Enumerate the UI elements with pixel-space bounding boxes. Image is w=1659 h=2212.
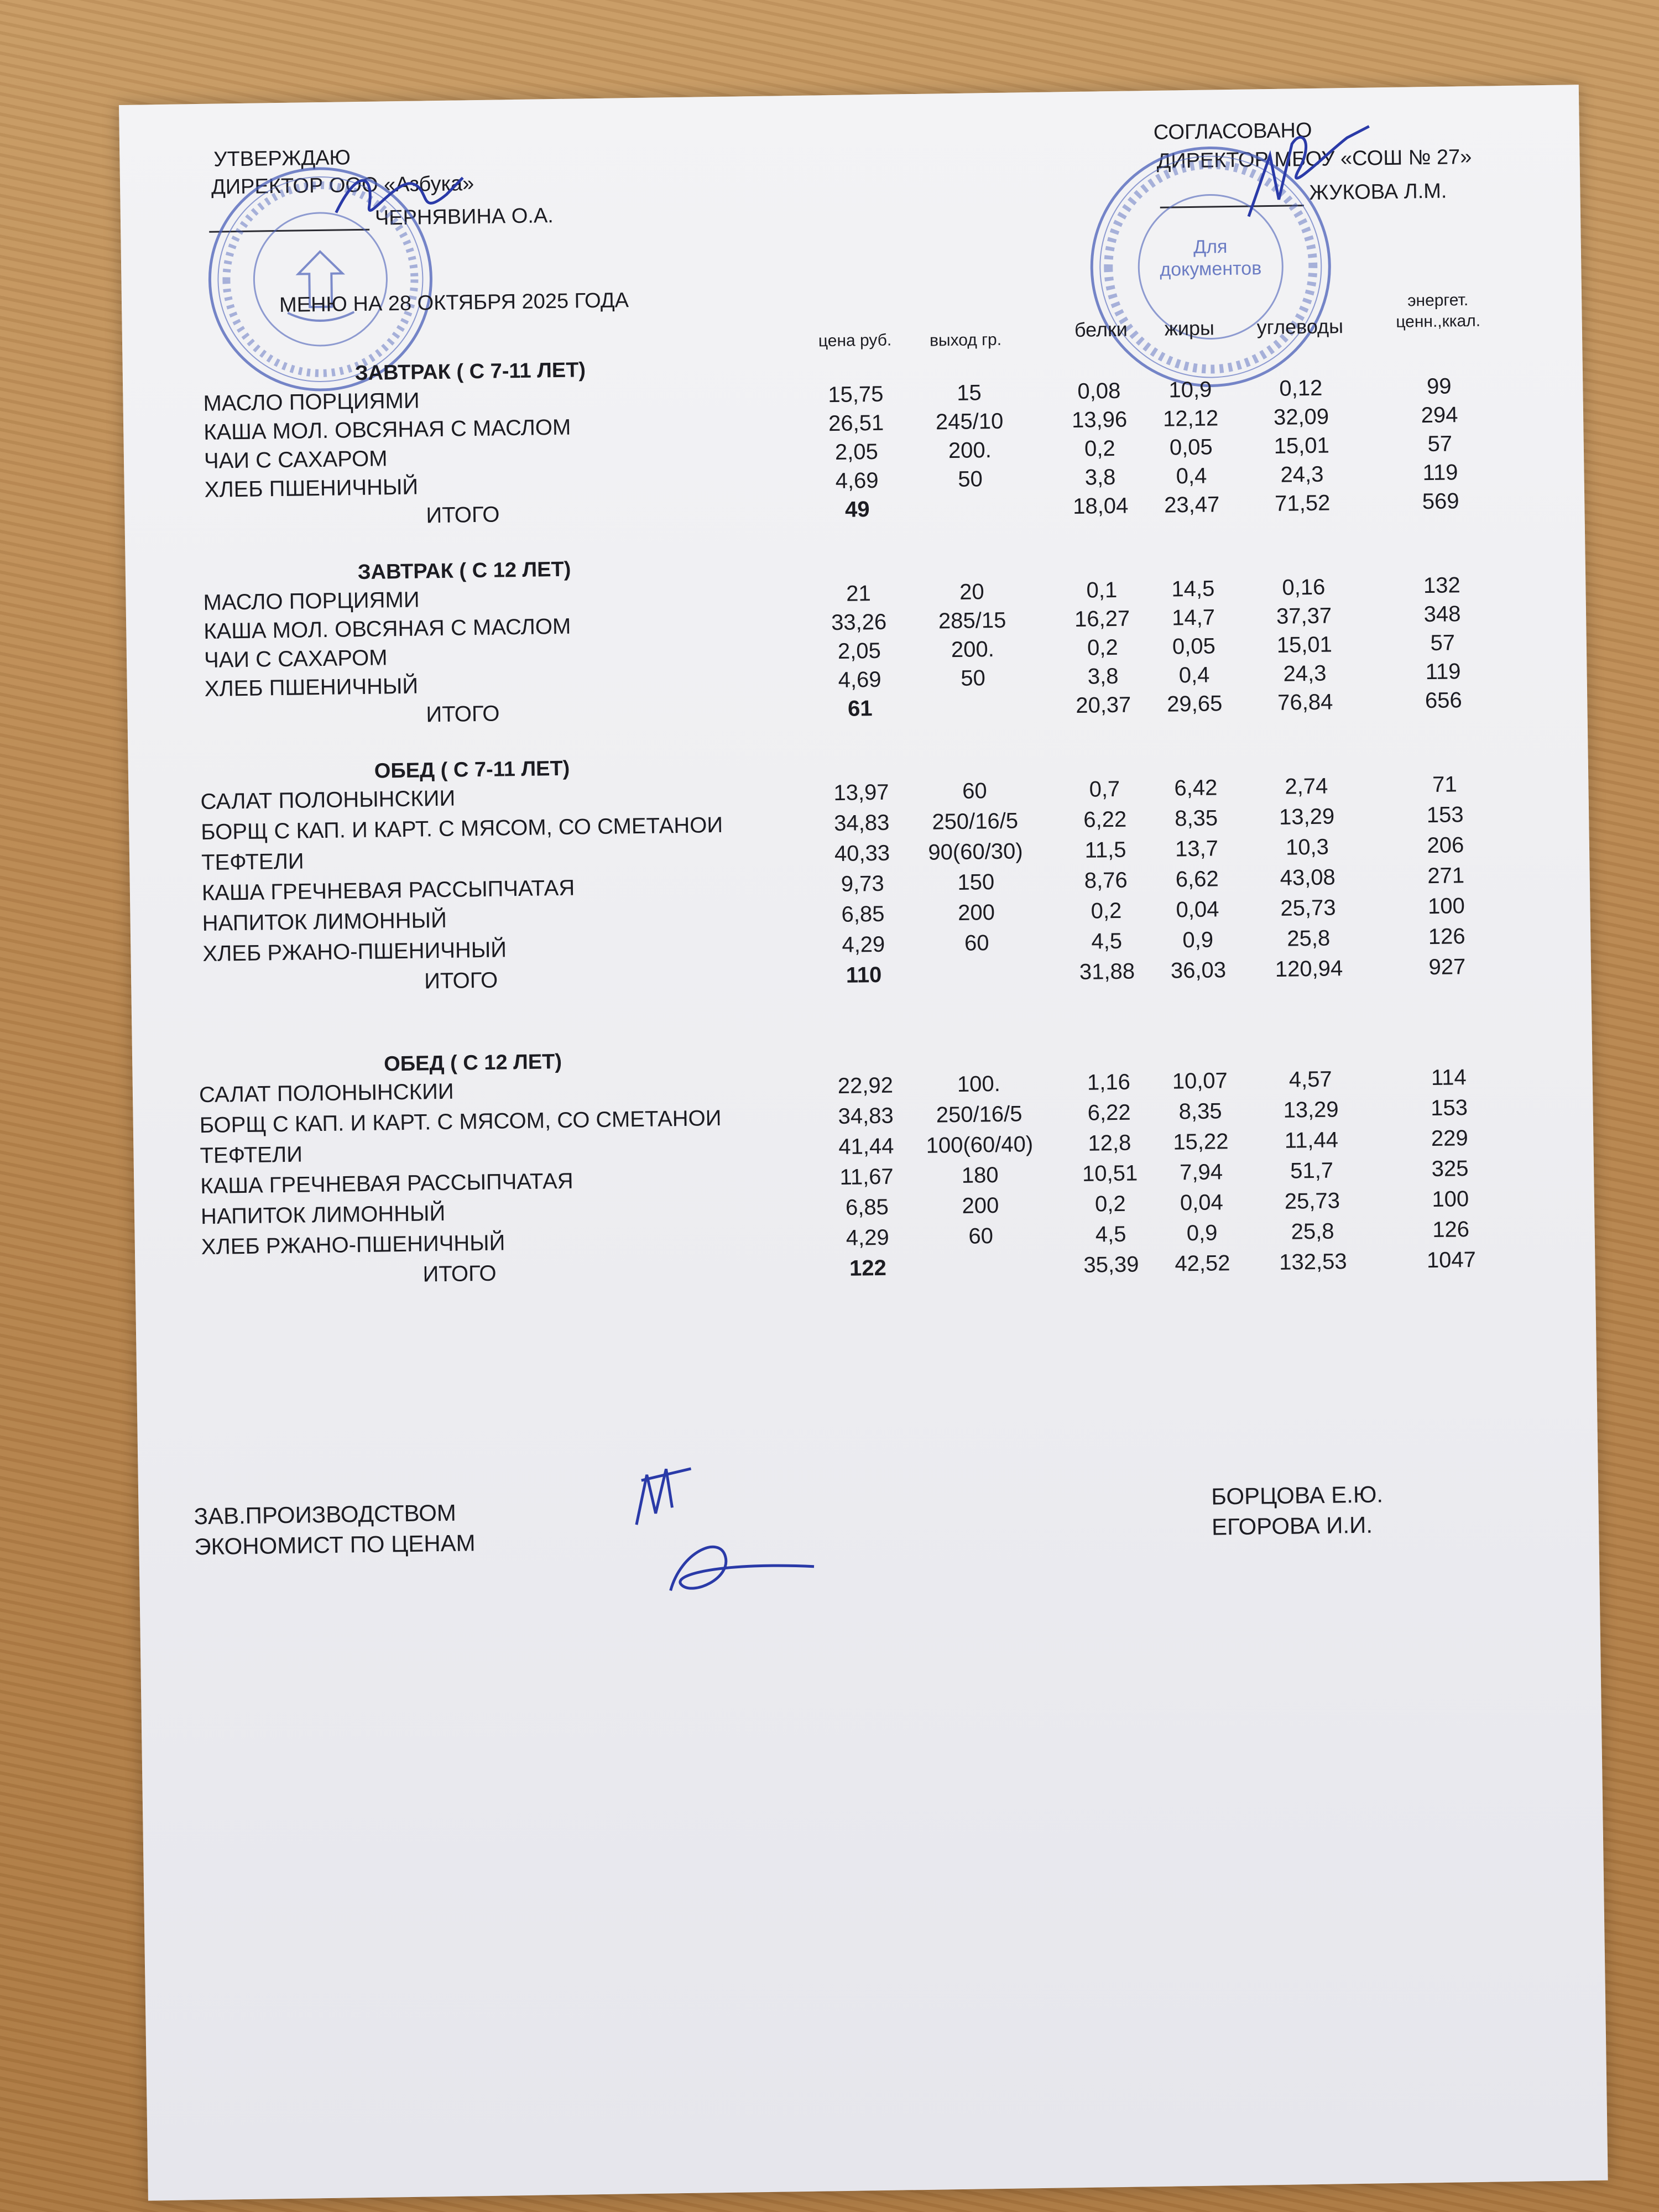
cell-carbs: 2,74 [1285,774,1328,799]
cell-carbs: 25,8 [1291,1219,1334,1244]
cell-kcal: 206 [1427,833,1464,858]
cell-carbs: 24,3 [1283,661,1327,686]
cell-fat: 0,4 [1178,662,1210,688]
cell-protein: 10,51 [1082,1161,1138,1186]
cell-fat: 0,9 [1182,927,1214,953]
cell-kcal: 99 [1426,374,1452,399]
dish-name: ТЕФТЕЛИ [200,1142,303,1168]
cell-protein: 0,08 [1077,378,1121,404]
cell-fat: 6,62 [1175,867,1219,892]
agree-name: ЖУКОВА Л.М. [1309,179,1447,205]
approve-name: ЧЕРНЯВИНА О.А. [374,204,554,230]
cell-carbs: 32,09 [1273,404,1329,430]
dish-name: КАША ГРЕЧНЕВАЯ РАССЫПЧАТАЯ [200,1168,573,1199]
cell-protein: 31,88 [1079,959,1135,984]
cell-kcal: 57 [1427,431,1453,457]
cell-protein: 35,39 [1083,1252,1139,1277]
cell-price: 34,83 [838,1103,894,1129]
cell-kcal: 153 [1426,802,1464,828]
cell-protein: 20,37 [1075,692,1131,718]
approve-position: ДИРЕКТОР ООО «Азбука» [211,172,474,199]
cell-kcal: 569 [1422,489,1459,514]
cell-kcal: 119 [1422,460,1458,486]
cell-fat: 13,7 [1175,836,1219,862]
dish-name: ЧАИ С САХАРОМ [204,645,388,672]
cell-protein: 12,8 [1088,1130,1131,1156]
cell-protein: 0,1 [1086,577,1118,603]
footer-name-2: ЕГОРОВА И.И. [1211,1511,1373,1540]
total-label: ИТОГО [426,701,500,727]
cell-fat: 0,4 [1176,463,1207,489]
cell-price: 4,29 [842,932,885,957]
cell-fat: 36,03 [1170,958,1227,983]
cell-price: 21 [846,581,872,606]
cell-yield: 285/15 [938,608,1006,634]
cell-fat: 8,35 [1178,1099,1222,1124]
signature-agree [1225,121,1393,233]
cell-carbs: 132,53 [1279,1249,1347,1275]
dish-name: ХЛЕБ РЖАНО-ПШЕНИЧНЫЙ [201,1230,505,1260]
cell-protein: 4,5 [1091,928,1123,954]
stamp-text-2: документов [1160,258,1262,280]
cell-kcal: 71 [1432,772,1457,797]
cell-carbs: 15,01 [1274,433,1330,458]
dish-name: БОРЩ С КАП. И КАРТ. С МЯСОМ, СО СМЕТАНОИ [199,1105,722,1138]
cell-price: 40,33 [834,841,890,867]
section-title: ЗАВТРАК ( С 12 ЛЕТ) [357,557,571,585]
cell-fat: 8,35 [1174,806,1218,831]
cell-kcal: 294 [1421,403,1458,428]
cell-protein: 3,8 [1084,465,1116,490]
cell-kcal: 100 [1427,894,1465,919]
cell-carbs: 76,84 [1277,690,1333,715]
cell-carbs: 15,01 [1276,632,1333,658]
cell-yield: 200 [957,900,995,925]
cell-fat: 10,9 [1168,377,1212,403]
cell-carbs: 25,8 [1287,926,1331,951]
col-fat: жиры [1164,316,1215,340]
cell-price: 34,83 [833,810,890,836]
cell-yield: 200. [948,438,992,463]
cell-kcal: 229 [1431,1126,1469,1151]
cell-protein: 8,76 [1084,868,1128,893]
cell-carbs: 120,94 [1275,956,1343,982]
col-energy-line1: энергет. [1407,290,1469,310]
cell-kcal: 348 [1423,602,1461,627]
cell-price: 61 [847,696,873,721]
cell-fat: 0,05 [1169,435,1213,460]
cell-price: 13,97 [833,780,889,806]
cell-carbs: 0,12 [1279,375,1323,401]
cell-yield: 50 [961,666,986,691]
signature-economist [659,1527,826,1601]
cell-protein: 0,2 [1091,898,1122,924]
cell-protein: 13,96 [1071,407,1128,432]
cell-fat: 7,94 [1179,1160,1223,1185]
cell-price: 26,51 [828,410,884,436]
cell-price: 22,92 [837,1073,894,1099]
cell-fat: 29,65 [1166,691,1223,717]
cell-kcal: 57 [1430,630,1455,655]
cell-price: 110 [846,962,882,988]
cell-yield: 245/10 [935,409,1004,435]
cell-yield: 180 [961,1162,999,1188]
cell-kcal: 271 [1427,863,1465,889]
section-title: ОБЕД ( С 7-11 ЛЕТ) [374,757,570,783]
cell-protein: 0,7 [1089,776,1120,802]
cell-price: 6,85 [845,1194,889,1220]
cell-price: 11,67 [839,1164,894,1190]
cell-carbs: 51,7 [1290,1158,1334,1183]
section-title: ЗАВТРАК ( С 7-11 ЛЕТ) [354,358,586,385]
cell-carbs: 4,57 [1288,1067,1333,1092]
cell-fat: 14,7 [1171,605,1215,630]
dish-name: ТЕФТЕЛИ [201,849,304,875]
cell-fat: 0,9 [1186,1220,1218,1246]
cell-yield [922,961,1032,962]
cell-price: 6,85 [841,901,885,927]
cell-protein: 1,16 [1087,1070,1131,1095]
dish-name: МАСЛО ПОРЦИЯМИ [203,587,420,615]
col-yield: выход гр. [929,330,1002,350]
cell-price: 4,69 [835,468,879,493]
cell-protein: 11,5 [1084,837,1126,863]
cell-carbs: 25,73 [1284,1188,1340,1214]
cell-yield: 90(60/30) [928,839,1023,865]
cell-fat: 6,42 [1174,775,1218,801]
cell-protein: 4,5 [1095,1222,1126,1247]
cell-yield: 150 [957,870,995,895]
cell-protein: 16,27 [1074,606,1130,632]
cell-protein: 3,8 [1087,664,1119,689]
footer-price-economist: ЭКОНОМИСТ ПО ЦЕНАМ [194,1530,476,1560]
dish-name: ХЛЕБ ПШЕНИЧНЫЙ [204,474,419,502]
cell-price: 4,29 [846,1225,889,1250]
cell-carbs: 25,73 [1280,895,1336,921]
cell-carbs: 13,29 [1283,1097,1339,1123]
dish-name: НАПИТОК ЛИМОННЫЙ [200,1201,446,1229]
cell-carbs: 43,08 [1280,865,1336,890]
cell-yield: 200 [962,1193,999,1218]
cell-kcal: 119 [1425,659,1461,685]
cell-protein: 0,2 [1087,635,1118,660]
agree-title: СОГЛАСОВАНО [1153,118,1312,144]
col-energy-line2: ценн.,ккал. [1396,311,1481,331]
col-protein: белки [1074,317,1128,341]
cell-yield: 60 [962,779,988,804]
cell-yield [926,1254,1036,1255]
cell-kcal: 325 [1431,1156,1469,1182]
dish-name: КАША МОЛ. ОВСЯНАЯ С МАСЛОМ [203,415,571,445]
cell-carbs: 37,37 [1276,603,1332,629]
stamp-text-1: Для [1193,236,1228,258]
cell-yield: 60 [964,931,989,956]
agree-position: ДИРЕКТОР МБОУ «СОШ № 27» [1156,145,1472,173]
cell-yield: 250/16/5 [932,808,1019,834]
cell-protein: 0,2 [1094,1191,1126,1217]
cell-fat: 10,07 [1172,1068,1228,1094]
signature-production [624,1458,703,1536]
col-price: цена руб. [818,331,892,351]
col-carbs: углеводы [1256,315,1344,339]
cell-price: 15,75 [828,382,884,408]
cell-yield: 60 [968,1224,994,1249]
cell-price: 2,05 [837,638,881,664]
cell-yield: 50 [958,467,983,492]
cell-fat: 0,05 [1172,634,1216,659]
dish-name: КАША МОЛ. ОВСЯНАЯ С МАСЛОМ [203,614,571,644]
dish-name: НАПИТОК ЛИМОННЫЙ [202,907,447,936]
cell-protein: 6,22 [1087,1100,1131,1125]
cell-price: 2,05 [834,439,879,465]
dish-name: ХЛЕБ ПШЕНИЧНЫЙ [204,674,419,701]
cell-protein: 18,04 [1072,493,1129,519]
cell-carbs: 0,16 [1282,575,1326,600]
cell-kcal: 114 [1431,1065,1467,1091]
cell-fat: 12,12 [1162,406,1219,431]
menu-title: МЕНЮ НА 28 ОКТЯБРЯ 2025 ГОДА [279,289,629,317]
cell-kcal: 1047 [1426,1247,1477,1273]
cell-carbs: 10,3 [1285,834,1329,860]
dish-name: МАСЛО ПОРЦИЯМИ [203,388,420,416]
cell-carbs: 71,52 [1274,491,1331,516]
section-title: ОБЕД ( С 12 ЛЕТ) [383,1050,562,1076]
cell-yield: 100(60/40) [926,1132,1034,1158]
cell-fat: 14,5 [1171,576,1215,602]
dish-name: КАША ГРЕЧНЕВАЯ РАССЫПЧАТАЯ [201,875,575,906]
cell-yield: 200. [951,637,995,662]
cell-kcal: 153 [1430,1095,1468,1121]
cell-fat: 23,47 [1164,492,1220,518]
footer-name-1: БОРЦОВА Е.Ю. [1211,1481,1384,1510]
cell-fat: 42,52 [1175,1251,1230,1276]
total-label: ИТОГО [426,502,500,528]
cell-yield: 15 [956,380,982,405]
cell-price: 4,69 [838,667,881,692]
cell-fat: 15,22 [1173,1129,1229,1155]
total-label: ИТОГО [424,968,498,994]
cell-yield: 250/16/5 [936,1102,1022,1128]
cell-kcal: 927 [1428,954,1466,980]
cell-kcal: 126 [1432,1217,1470,1243]
menu-document [119,85,1608,2200]
dish-name: САЛАТ ПОЛОНЫНСКИИ [200,786,456,815]
total-label: ИТОГО [422,1261,497,1287]
cell-price: 9,73 [841,871,885,896]
cell-carbs: 13,29 [1279,804,1335,830]
cell-kcal: 132 [1423,573,1461,598]
cell-price: 41,44 [838,1134,894,1160]
cell-protein: 6,22 [1083,807,1127,832]
dish-name: ЧАИ С САХАРОМ [204,446,388,473]
cell-yield: 20 [959,580,984,604]
cell-fat: 0,04 [1180,1190,1224,1215]
cell-protein: 0,2 [1084,436,1115,461]
cell-carbs: 24,3 [1280,462,1324,487]
cell-fat: 0,04 [1176,897,1219,922]
cell-price: 49 [844,497,870,522]
cell-yield: 100. [957,1071,1001,1097]
cell-kcal: 126 [1428,924,1465,950]
footer-production-manager: ЗАВ.ПРОИЗВОДСТВОМ [194,1499,457,1530]
cell-kcal: 656 [1425,688,1462,713]
approve-title: УТВЕРЖДАЮ [213,146,351,171]
cell-carbs: 11,44 [1284,1128,1339,1153]
dish-name: ХЛЕБ РЖАНО-ПШЕНИЧНЫЙ [202,937,507,967]
dish-name: БОРЩ С КАП. И КАРТ. С МЯСОМ, СО СМЕТАНОИ [201,812,723,845]
cell-price: 33,26 [831,609,887,635]
dish-name: САЛАТ ПОЛОНЫНСКИИ [199,1079,454,1108]
cell-price: 122 [849,1255,887,1281]
cell-kcal: 100 [1432,1187,1469,1212]
signature-approve [324,155,469,229]
